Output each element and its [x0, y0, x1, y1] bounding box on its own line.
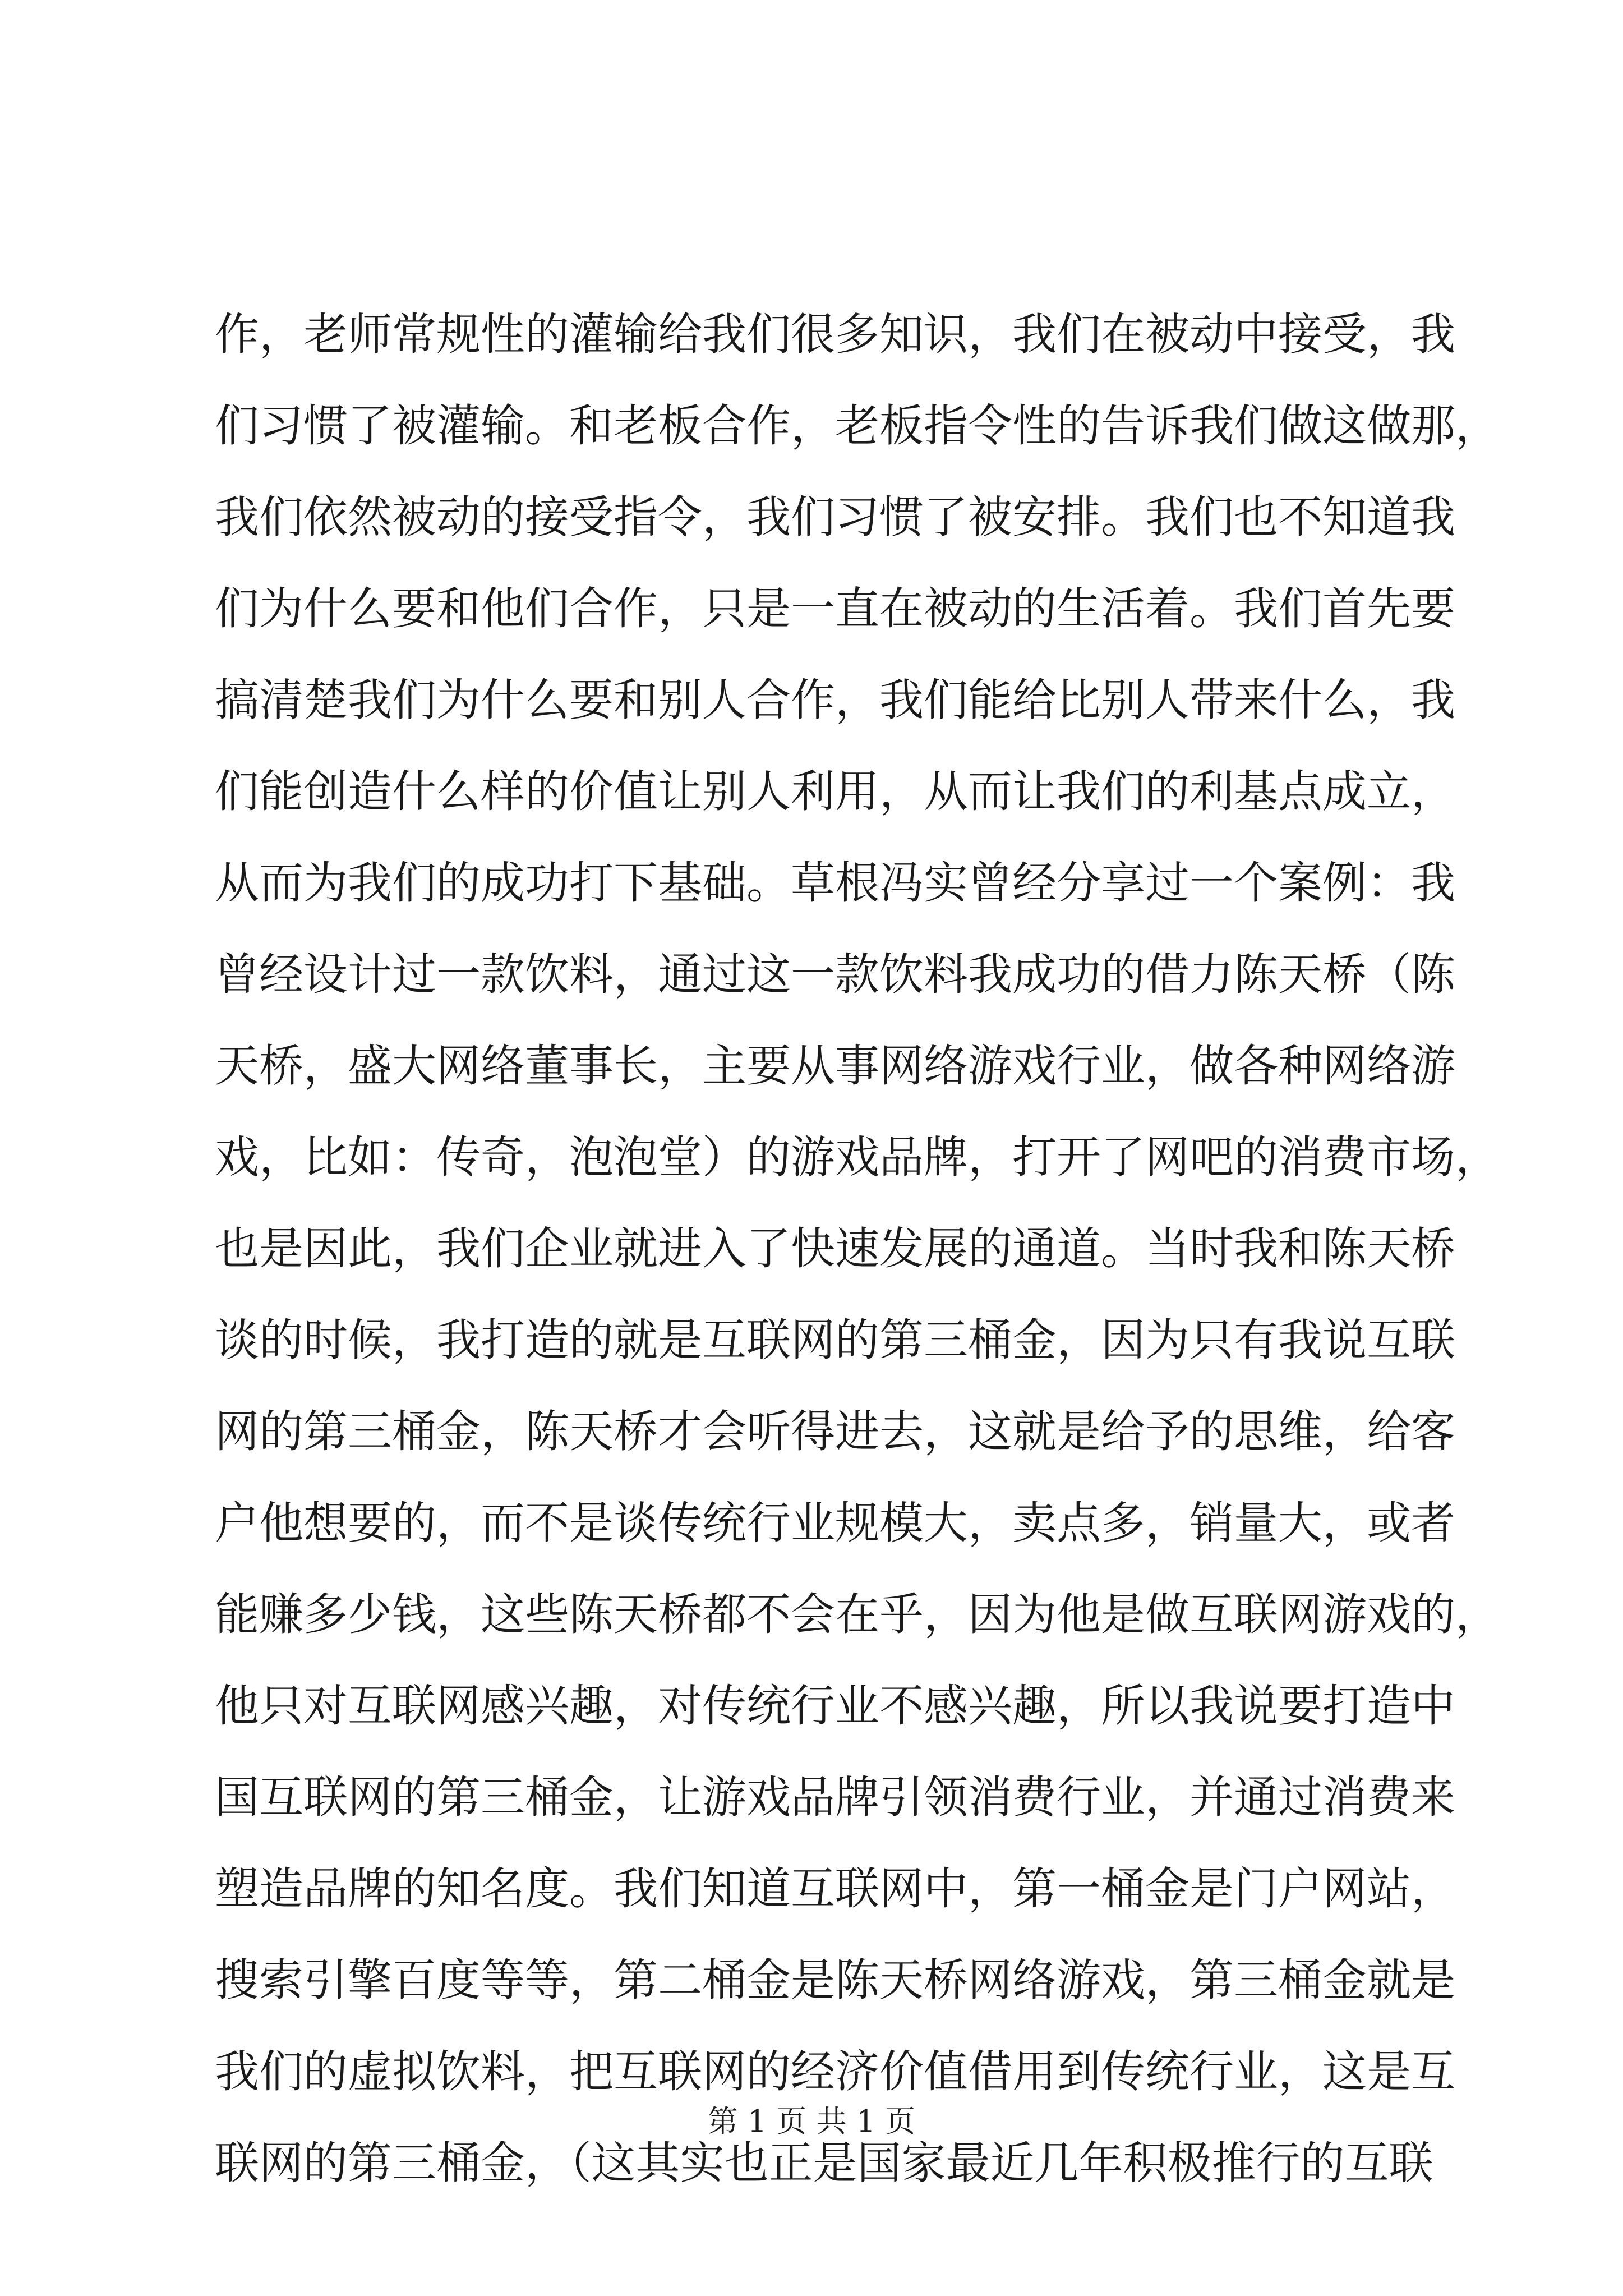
- page-footer: [0, 2099, 1623, 2144]
- text-line: 搞清楚我们为什么要和别人合作，我们能给比别人带来什么，我: [215, 674, 1455, 726]
- text-line: 戏，比如：传奇，泡泡堂）的游戏品牌，打开了网吧的消费市场，: [215, 1131, 1500, 1183]
- text-line: 也是因此，我们企业就进入了快速发展的通道。当时我和陈天桥: [215, 1223, 1455, 1274]
- body-text: [215, 289, 1500, 2209]
- text-line: 网的第三桶金，陈天桥才会听得进去，这就是给予的思维，给客: [215, 1406, 1455, 1457]
- text-line: 塑造品牌的知名度。我们知道互联网中，第一桶金是门户网站，: [215, 1863, 1455, 1915]
- text-line: 们习惯了被灌输。和老板合作，老板指令性的告诉我们做这做那，: [215, 400, 1500, 452]
- text-line: 谈的时候，我打造的就是互联网的第三桶金，因为只有我说互联: [215, 1314, 1455, 1366]
- text-line: 我们依然被动的接受指令，我们习惯了被安排。我们也不知道我: [215, 491, 1455, 543]
- text-line: 我们的虚拟饮料，把互联网的经济价值借用到传统行业，这是互: [215, 2046, 1455, 2097]
- text-line: 曾经设计过一款饮料，通过这一款饮料我成功的借力陈天桥（陈: [215, 949, 1455, 1000]
- text-line: 们能创造什么样的价值让别人利用，从而让我们的利基点成立，: [215, 766, 1455, 817]
- text-line: 搜索引擎百度等等，第二桶金是陈天桥网络游戏，第三桶金就是: [215, 1954, 1455, 2006]
- text-line: 他只对互联网感兴趣，对传统行业不感兴趣，所以我说要打造中: [215, 1680, 1455, 1732]
- text-line: 户他想要的，而不是谈传统行业规模大，卖点多，销量大，或者: [215, 1497, 1455, 1549]
- text-line: 天桥，盛大网络董事长，主要从事网络游戏行业，做各种网络游: [215, 1040, 1455, 1092]
- text-line: 国互联网的第三桶金，让游戏品牌引领消费行业，并通过消费来: [215, 1772, 1455, 1823]
- text-line: 能赚多少钱，这些陈天桥都不会在乎，因为他是做互联网游戏的，: [215, 1589, 1500, 1640]
- text-line: 从而为我们的成功打下基础。草根冯实曾经分享过一个案例：我: [215, 857, 1455, 909]
- text-line: 作，老师常规性的灌输给我们很多知识，我们在被动中接受，我: [215, 309, 1455, 360]
- text-line: 联网的第三桶金，（这其实也正是国家最近几年积极推行的互联: [215, 2137, 1433, 2189]
- text-line: 们为什么要和他们合作，只是一直在被动的生活着。我们首先要: [215, 583, 1455, 634]
- page-number-label: 第 1 页 共 1 页: [707, 2104, 916, 2139]
